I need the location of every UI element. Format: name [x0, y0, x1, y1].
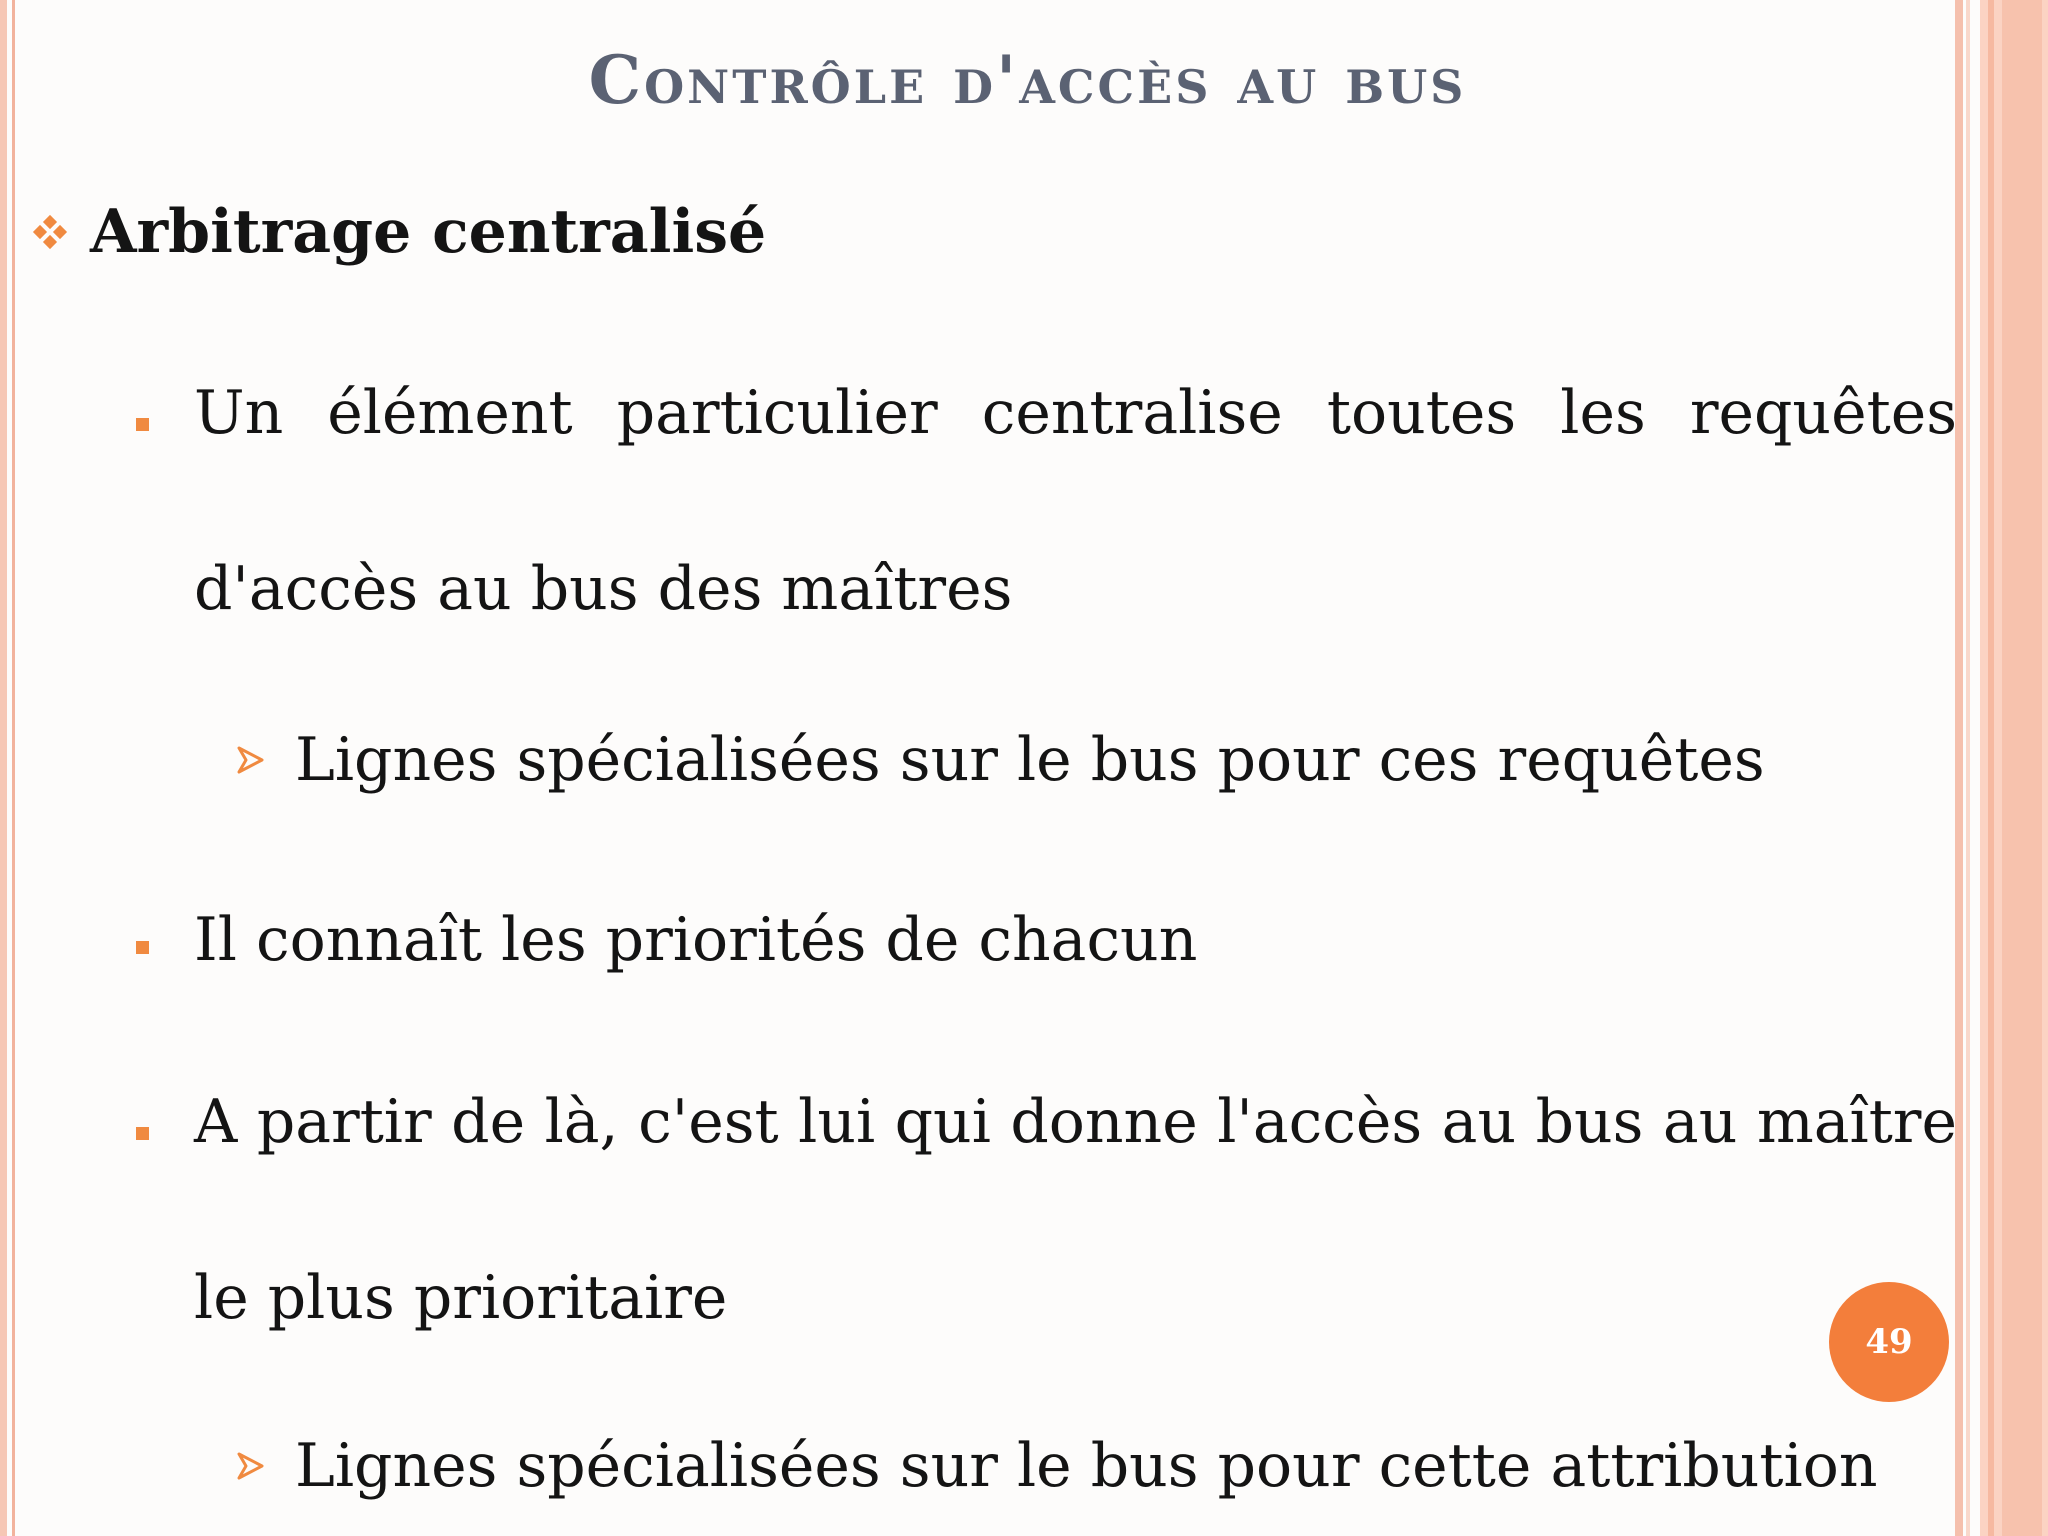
bullet-text-3: A partir de là, c'est lui qui donne l'accès au bus au maître le plus prioritaire	[194, 1087, 1957, 1333]
bullet-text-2: Il connaît les priorités de chacun	[194, 905, 1198, 975]
left-border-stripe	[0, 0, 7, 1536]
square-bullet-icon	[136, 418, 149, 431]
heading-text: Arbitrage centralisé	[90, 197, 767, 267]
arrow-bullet-icon	[235, 1451, 265, 1481]
right-border-band	[1980, 0, 2048, 1536]
sub-bullet-text-1: Lignes spécialisées sur le bus pour ces requêtes	[295, 725, 1765, 795]
sub-bullet-item-2	[235, 1426, 1877, 1506]
sub-bullet-item-1	[235, 720, 1765, 800]
sub-bullet-text-2: Lignes spécialisées sur le bus pour cette attribution	[295, 1431, 1878, 1501]
arrow-bullet-icon	[235, 745, 265, 775]
page-number-badge: 49	[1829, 1282, 1949, 1402]
bullet-item-1	[132, 325, 1957, 677]
heading-arbitrage	[32, 192, 766, 272]
right-border-line	[1966, 0, 1970, 1536]
diamond-bullet-icon	[32, 214, 68, 250]
bullet-item-3	[132, 1034, 1957, 1386]
slide-title: Contrôle d'accès au bus	[588, 41, 1467, 119]
square-bullet-icon	[136, 941, 149, 954]
bullet-text-1: Un élément particulier centralise toutes les requêtes d'accès au bus des maîtres	[194, 378, 1957, 624]
left-border-line	[12, 0, 15, 1536]
square-bullet-icon	[136, 1127, 149, 1140]
bullet-item-2	[132, 860, 1957, 1020]
